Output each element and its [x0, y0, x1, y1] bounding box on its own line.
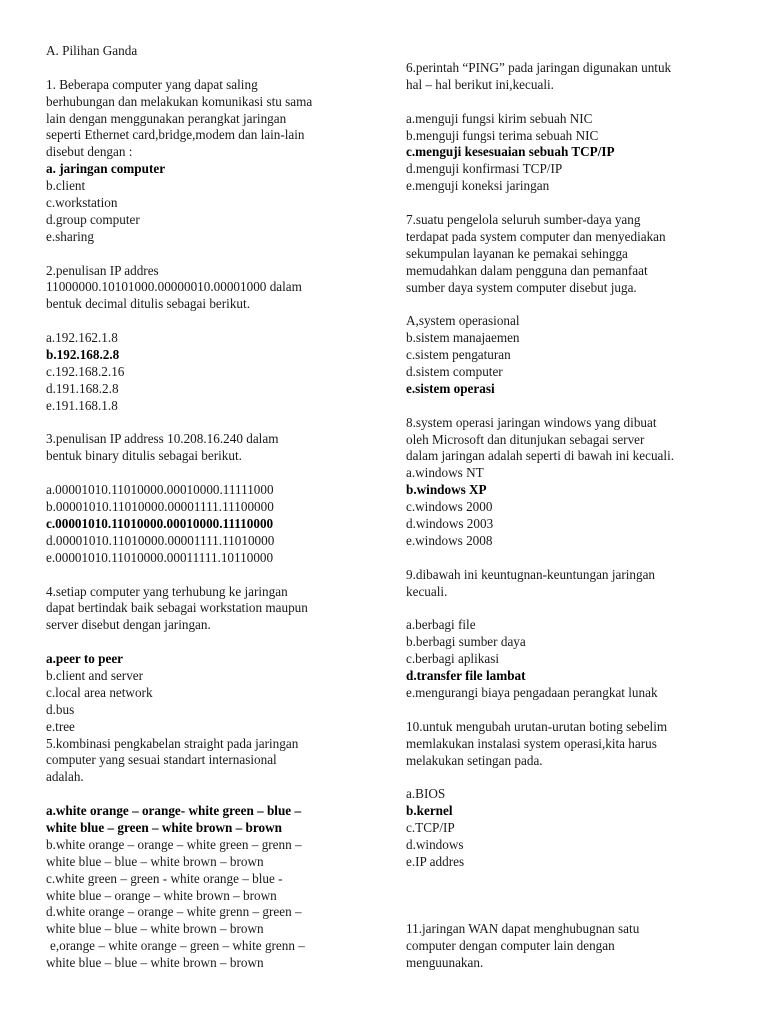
question-2-text-line: 2.penulisan IP addres	[46, 262, 159, 278]
question-2	[46, 263, 364, 415]
question-4-option: b.client and server	[46, 667, 144, 683]
question-10	[406, 719, 746, 871]
question-2-option: c.192.168.2.16	[46, 363, 125, 379]
question-9-answer-option: d.transfer file lambat	[406, 668, 526, 684]
question-5-answer-option: a.white orange – orange- white green – blue –	[46, 803, 302, 819]
question-7-option: A,system operasional	[406, 313, 520, 329]
question-8-option: a.windows NT	[406, 465, 484, 481]
question-10-option: a.BIOS	[406, 786, 446, 802]
question-4-answer-option: a.peer to peer	[46, 651, 124, 667]
question-3-answer-option: c.00001010.11010000.00010000.11110000	[46, 515, 274, 531]
left-column	[46, 0, 364, 972]
question-8	[406, 415, 746, 550]
question-2-option: e.191.168.1.8	[46, 397, 118, 413]
question-2-option: d.191.168.2.8	[46, 380, 119, 396]
question-10-option: e.IP addres	[406, 853, 465, 869]
question-3-text-line: 3.penulisan IP address 10.208.16.240 dalam	[46, 431, 279, 447]
question-11-text-line: computer dengan computer lain dengan	[406, 938, 615, 954]
question-7-option: d.sistem computer	[406, 364, 503, 380]
question-1-option: b.client	[46, 178, 86, 194]
question-8-option: c.windows 2000	[406, 499, 493, 515]
question-5-text-line: computer yang sesuai standart internasional	[46, 752, 277, 768]
question-5-option: c.white green – green - white orange – blue -	[46, 870, 283, 886]
question-3	[46, 431, 364, 566]
question-4-option: d.bus	[46, 701, 75, 717]
question-6-answer-option: c.menguji kesesuaian sebuah TCP/IP	[406, 144, 615, 160]
question-5-option: d.white orange – orange – white grenn – green –	[46, 904, 302, 920]
question-10-text-line: memlakukan instalasi system operasi,kita harus	[406, 735, 657, 751]
question-4	[46, 584, 364, 736]
question-7-text-line: 7.suatu pengelola seluruh sumber-daya yang	[406, 212, 641, 228]
question-4-text-line: dapat bertindak baik sebagai workstation maupun	[46, 600, 308, 616]
question-11-text-line: 11.jaringan WAN dapat menghubugnan satu	[406, 921, 640, 937]
question-5-option: white blue – blue – white brown – brown	[46, 955, 264, 971]
question-7-answer-option: e.sistem operasi	[406, 380, 495, 396]
question-5-option: e,orange – white orange – green – white grenn –	[50, 938, 305, 954]
question-7	[406, 212, 746, 398]
question-1-option: c.workstation	[46, 195, 118, 211]
question-11	[406, 921, 746, 972]
question-3-text-line: bentuk binary ditulis sebagai berikut.	[46, 448, 242, 464]
question-4-option: c.local area network	[46, 684, 153, 700]
question-1-text-line: berhubungan dan melakukan komunikasi stu sama	[46, 93, 313, 109]
question-3-option: d.00001010.11010000.00001111.11010000	[46, 532, 275, 548]
question-4-option: e.tree	[46, 718, 75, 734]
question-1-text-line: lain dengan menggunakan perangkat jaringan	[46, 110, 287, 126]
question-10-text-line: melakukan setingan pada.	[406, 752, 543, 768]
question-1-text-line: seperti Ethernet card,bridge,modem dan lain-lain	[46, 127, 305, 143]
question-7-text-line: terdapat pada system computer dan menyediakan	[406, 228, 666, 244]
question-9-option: b.berbagi sumber daya	[406, 634, 526, 650]
question-7-option: b.sistem manajaemen	[406, 330, 520, 346]
question-3-option: e.00001010.11010000.00011111.10110000	[46, 549, 274, 565]
question-2-option: a.192.162.1.8	[46, 330, 118, 346]
question-8-text-line: 8.system operasi jaringan windows yang dibuat	[406, 414, 657, 430]
question-8-text-line: oleh Microsoft dan ditunjukan sebagai server	[406, 431, 645, 447]
section-heading: A. Pilihan Ganda	[46, 43, 138, 58]
question-2-answer-option: b.192.168.2.8	[46, 347, 120, 363]
question-9-option: c.berbagi aplikasi	[406, 651, 500, 667]
question-10-option: d.windows	[406, 836, 464, 852]
question-1-option: e.sharing	[46, 228, 94, 244]
question-9-text-line: 9.dibawah ini keuntugnan-keuntungan jaringan	[406, 566, 656, 582]
question-7-option: c.sistem pengaturan	[406, 347, 511, 363]
question-8-option: e.windows 2008	[406, 532, 493, 548]
question-10-option: c.TCP/IP	[406, 820, 455, 836]
question-6-text-line: hal – hal berikut ini,kecuali.	[406, 76, 554, 92]
question-8-text-line: dalam jaringan adalah seperti di bawah ini kecuali.	[406, 448, 675, 464]
question-9-text-line: kecuali.	[406, 583, 448, 599]
question-1	[46, 77, 364, 246]
question-1-option: d.group computer	[46, 211, 140, 227]
question-5-option: white blue – orange – white brown – brown	[46, 887, 277, 903]
question-6-option: a.menguji fungsi kirim sebuah NIC	[406, 110, 593, 126]
question-4-text-line: server disebut dengan jaringan.	[46, 617, 211, 633]
question-2-text-line: 11000000.10101000.00000010.00001000 dalam	[46, 279, 302, 295]
question-3-option: a.00001010.11010000.00010000.11111000	[46, 482, 274, 498]
question-8-answer-option: b.windows XP	[406, 482, 487, 498]
question-7-text-line: memudahkan dalam pengguna dan pemanfaat	[406, 262, 648, 278]
question-6	[406, 60, 746, 195]
question-3-option: b.00001010.11010000.00001111.11100000	[46, 499, 274, 515]
question-6-text-line: 6.perintah “PING” pada jaringan digunakan untuk	[406, 60, 672, 75]
question-6-option: e.menguji koneksi jaringan	[406, 178, 550, 194]
question-7-text-line: sumber daya system computer disebut juga.	[406, 279, 637, 295]
question-5-option: b.white orange – orange – white green – grenn –	[46, 836, 302, 852]
question-9	[406, 567, 746, 702]
question-9-option: a.berbagi file	[406, 617, 476, 633]
question-5	[46, 736, 364, 972]
question-2-text-line: bentuk decimal ditulis sebagai berikut.	[46, 296, 250, 312]
question-5-answer-option: white blue – green – white brown – brown	[46, 819, 282, 835]
question-9-option: e.mengurangi biaya pengadaan perangkat lunak	[406, 684, 658, 700]
question-8-option: d.windows 2003	[406, 516, 494, 532]
question-5-option: white blue – blue – white brown – brown	[46, 921, 264, 937]
question-11-text-line: menguunakan.	[406, 955, 484, 971]
question-6-option: d.menguji konfirmasi TCP/IP	[406, 161, 563, 177]
question-10-answer-option: b.kernel	[406, 803, 453, 819]
question-10-text-line: 10.untuk mengubah urutan-urutan boting sebelim	[406, 718, 668, 734]
question-1-text-line: disebut dengan :	[46, 144, 133, 160]
question-7-text-line: sekumpulan layanan ke pemakai sehingga	[406, 245, 628, 261]
question-5-text-line: 5.kombinasi pengkabelan straight pada jaringan	[46, 735, 299, 751]
question-4-text-line: 4.setiap computer yang terhubung ke jaringan	[46, 583, 288, 599]
question-5-option: white blue – blue – white brown – brown	[46, 853, 264, 869]
right-column	[406, 0, 746, 972]
question-5-text-line: adalah.	[46, 769, 84, 785]
question-1-text-line: 1. Beberapa computer yang dapat saling	[46, 76, 258, 92]
question-6-option: b.menguji fungsi terima sebuah NIC	[406, 127, 599, 143]
question-1-answer-option: a. jaringan computer	[46, 161, 166, 177]
